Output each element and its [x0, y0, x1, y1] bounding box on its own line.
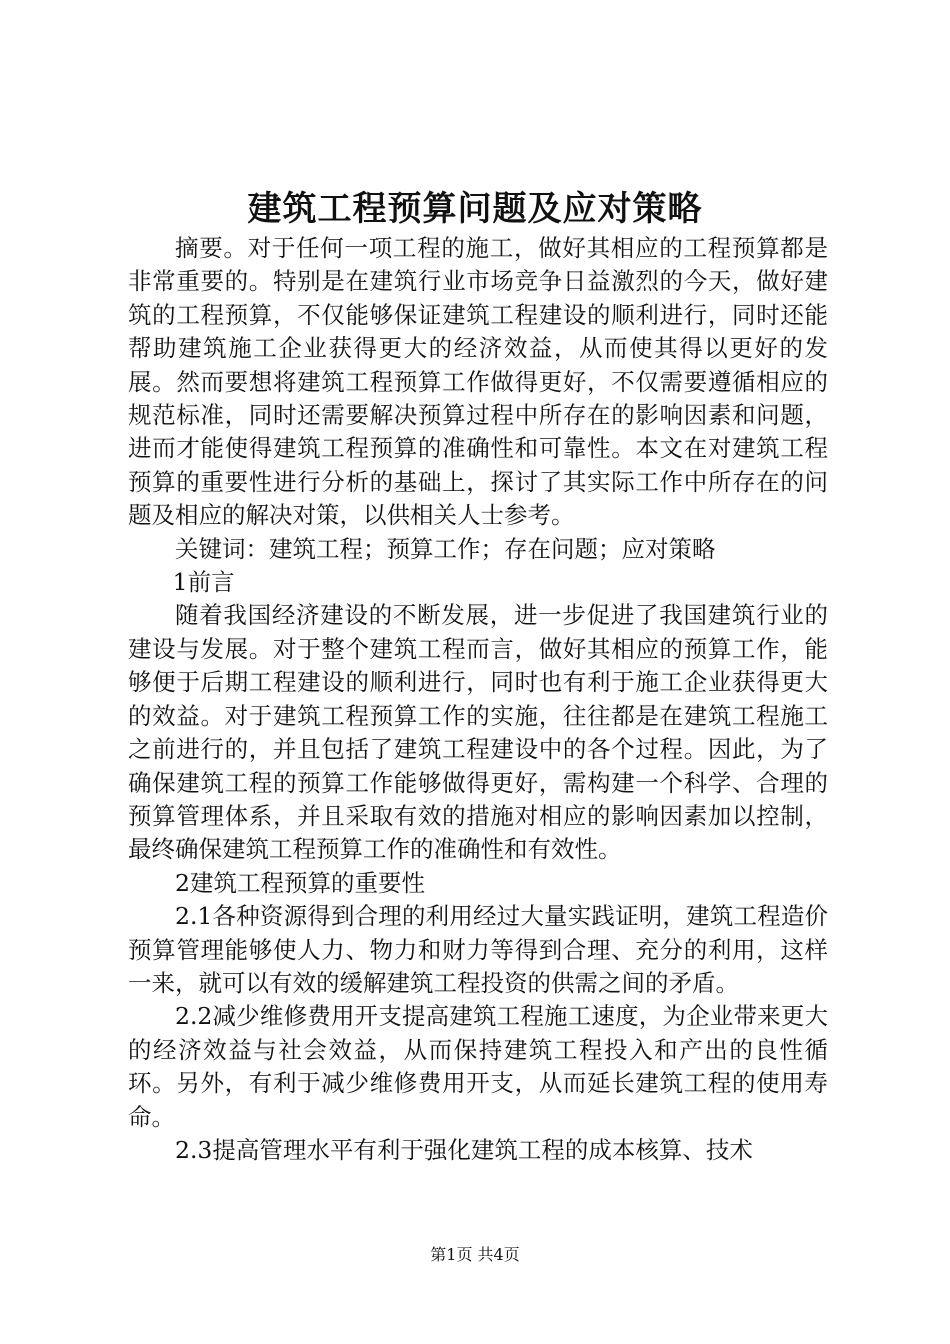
document-body — [128, 232, 828, 1167]
section-heading-2: 2建筑工程预算的重要性 — [175, 868, 425, 897]
section-heading-1: 1前言 — [172, 568, 235, 597]
body-paragraph: 随着我国经济建设的不断发展，进一步促进了我国建筑行业的建设与发展。对于整个建筑工程而言，做好其相应的预算工作，能够便于后期工程建设的顺利进行，同时也有利于施工企业获得更大的效益。对于建筑工程预算工作的实施，往往都是在建筑工程施工之前进行的，并且包括了建筑工程建设中的各个过程。因此，为了确保建筑工程的预算工作能够做得更好，需构建一个科学、合理的预算管理体系，并且采取有效的措施对相应的影响因素加以控制，最终确保建筑工程预算工作的准确性和有效性。 — [128, 601, 828, 864]
keywords-line: 关键词：建筑工程；预算工作；存在问题；应对策略 — [175, 534, 716, 563]
document-title: 建筑工程预算问题及应对策略 — [247, 189, 703, 229]
page-footer: 第1页 共4页 — [430, 1245, 520, 1264]
subsection-paragraph-2-3: 2.3提高管理水平有利于强化建筑工程的成本核算、技术 — [175, 1135, 753, 1164]
abstract-paragraph: 摘要。对于任何一项工程的施工，做好其相应的工程预算都是非常重要的。特别是在建筑行业市场竞争日益激烈的今天，做好建筑的工程预算，不仅能够保证建筑工程建设的顺利进行，同时还能帮助建筑施工企业获得更大的经济效益，从而使其得以更好的发展。然而要想将建筑工程预算工作做得更好，不仅需要遵循相应的规范标准，同时还需要解决预算过程中所存在的影响因素和问题，进而才能使得建筑工程预算的准确性和可靠性。本文在对建筑工程预算的重要性进行分析的基础上，探讨了其实际工作中所存在的问题及相应的解决对策，以供相关人士参考。 — [128, 234, 828, 530]
subsection-paragraph-2-2: 2.2减少维修费用开支提高建筑工程施工速度，为企业带来更大的经济效益与社会效益，从而保持建筑工程投入和产出的良性循环。另外，有利于减少维修费用开支，从而延长建筑工程的使用寿命。 — [128, 1002, 828, 1131]
subsection-paragraph-2-1: 2.1各种资源得到合理的利用经过大量实践证明，建筑工程造价预算管理能够使人力、物力和财力等得到合理、充分的利用，这样一来，就可以有效的缓解建筑工程投资的供需之间的矛盾。 — [128, 902, 828, 997]
